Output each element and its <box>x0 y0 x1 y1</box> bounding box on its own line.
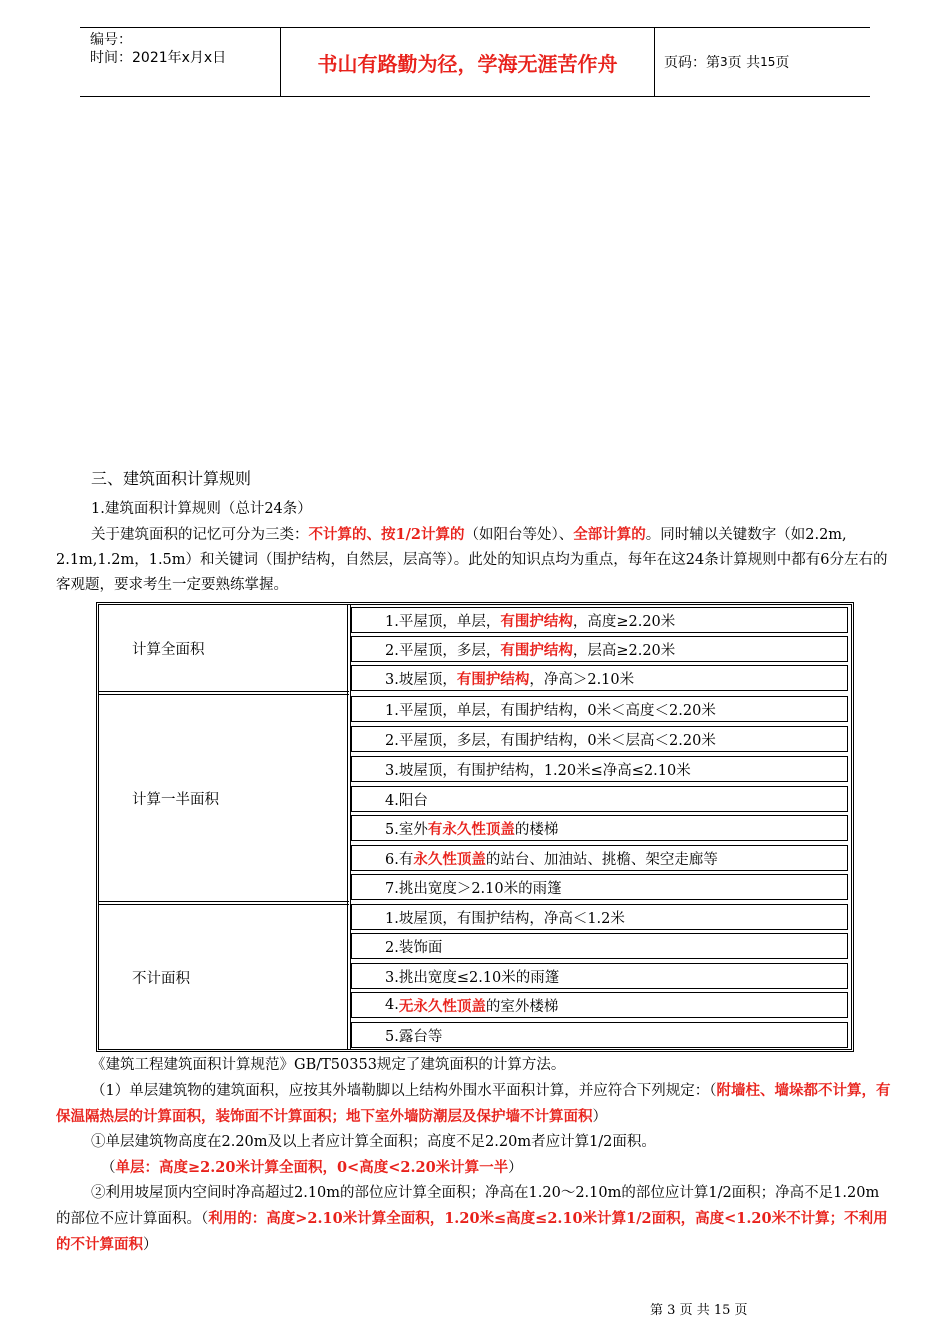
paragraph-text: ②利用坡屋顶内空间时净高超过2.10m的部位应计算全面积；净高在1.20～2.10m的部位应计算1/2面积；净高不足1.20m的部位不应计算面积。（ <box>56 1185 880 1227</box>
row-text: 的室外楼梯 <box>485 998 559 1015</box>
paragraph-text: ） <box>508 1160 523 1176</box>
paragraph-highlight: 附墙柱、墙垛都不计算，有保温隔热层的计算面积，装饰面不计算面积；地下室外墙防潮层及保护墙不计算面积 <box>56 1082 891 1125</box>
paragraph-text: （1）单层建筑物的建筑面积，应按其外墙勒脚以上结构外围水平面积计算，并应符合下列规定：（ <box>91 1083 717 1099</box>
table-row <box>351 992 848 1018</box>
row-text: 3.坡屋顶，有围护结构，1.20米≤净高≤2.10米 <box>385 762 691 779</box>
table-row <box>351 963 848 989</box>
table-row <box>351 607 848 633</box>
table-row <box>351 665 848 691</box>
footer-text: 页 共 <box>679 1303 710 1318</box>
table-row <box>351 756 848 782</box>
row-text: 的楼梯 <box>514 821 559 838</box>
footer-page-number: 3 <box>667 1303 676 1318</box>
paragraph-text: ） <box>143 1237 158 1253</box>
intro-highlight-2: 全部计算的 <box>573 526 646 543</box>
row-text: 2.平屋顶，多层， <box>385 642 501 659</box>
page-header <box>80 27 870 97</box>
row-text: 4.阳台 <box>385 792 428 809</box>
row-text: 5.室外 <box>385 821 428 838</box>
intro-text-2: （如阳台等处）、 <box>464 527 574 543</box>
category-full-area: 计算全面积 <box>132 641 205 658</box>
row-highlight: 有围护结构 <box>500 612 573 630</box>
table-row <box>351 726 848 752</box>
category-half-area: 计算一半面积 <box>132 791 219 808</box>
row-text: ，高度≥2.20米 <box>572 613 676 630</box>
area-rules-table <box>96 602 854 1052</box>
page-total: 15 <box>760 55 776 69</box>
row-text: 5.露台等 <box>385 1028 443 1045</box>
header-motto: 书山有路勤为径，学海无涯苦作舟 <box>281 28 655 96</box>
paragraph-highlight: 单层：高度≥2.20米计算全面积，0<高度<2.20米计算一半 <box>115 1159 509 1176</box>
paragraph-rule-1: ①单层建筑物高度在2.20m及以上者应计算全面积；高度不足2.20m者应计算1/2面积。 <box>91 1134 656 1150</box>
paragraph-single-storey <box>56 1078 892 1130</box>
footer-page-total: 15 <box>713 1303 731 1318</box>
row-text: 6.有 <box>385 851 414 868</box>
row-text: 1.平屋顶，单层， <box>385 613 501 630</box>
paragraph-rule-2 <box>56 1181 892 1258</box>
footer-text: 页 <box>734 1303 748 1318</box>
footer-text: 第 <box>650 1303 664 1318</box>
table-row <box>351 815 848 841</box>
page-mid: 页 共 <box>727 55 761 71</box>
table-row <box>351 933 848 959</box>
table-row <box>351 786 848 812</box>
section-content <box>56 466 892 598</box>
row-text: 的站台、加油站、挑檐、架空走廊等 <box>485 851 718 868</box>
row-highlight: 有围护结构 <box>500 641 573 659</box>
row-text: 4. <box>385 997 399 1013</box>
row-highlight: 无永久性顶盖 <box>398 997 486 1015</box>
intro-paragraph <box>56 522 892 598</box>
row-highlight: 永久性顶盖 <box>413 850 486 868</box>
header-meta <box>80 28 281 96</box>
table-row <box>351 636 848 662</box>
page-prefix: 页码：第 <box>664 55 720 71</box>
row-text: 1.坡屋顶，有围护结构，净高＜1.2米 <box>385 910 625 927</box>
page-footer <box>650 1299 748 1318</box>
row-highlight: 有围护结构 <box>456 670 530 688</box>
table-row <box>351 845 848 871</box>
section-title: 三、建筑面积计算规则 <box>91 469 252 488</box>
table-row <box>351 874 848 900</box>
intro-highlight-1: 不计算的、按1/2计算的 <box>308 526 465 543</box>
intro-text-1: 关于建筑面积的记忆可分为三类： <box>91 527 309 543</box>
table-row <box>351 1022 848 1048</box>
row-text: 2.平屋顶，多层，有围护结构，0米＜层高＜2.20米 <box>385 732 716 749</box>
paragraph-text: ） <box>592 1109 607 1125</box>
paragraph-highlight: 利用的：高度>2.10米计算全面积，1.20米≤高度≤2.10米计算1/2面积，高度<1.20米不计算；不利用的不计算面积 <box>56 1210 888 1253</box>
paragraph-text: （ <box>101 1160 116 1176</box>
page-number: 3 <box>720 55 728 69</box>
section-subtitle: 1.建筑面积计算规则（总计24条） <box>91 501 312 517</box>
row-text: 1.平屋顶，单层，有围护结构，0米＜高度＜2.20米 <box>385 702 716 719</box>
category-no-area: 不计面积 <box>132 970 190 987</box>
row-text: 7.挑出宽度＞2.10米的雨篷 <box>385 880 562 897</box>
row-text: ，层高≥2.20米 <box>572 642 676 659</box>
header-page-info <box>655 28 870 96</box>
intro-text-3: 。同时辅以关键数字（如2.2m, 2.1m,1.2m，1.5m）和关键词（围护结构，自然层，层高等）。此处的知识点均为重点，每年在这24条计算规则中都有6分左右的客观题，要求考生一定要熟练掌握。 <box>56 527 888 593</box>
document-number: 编号： <box>90 32 132 48</box>
document-time: 时间：2021年x月x日 <box>90 50 227 66</box>
row-highlight: 有永久性顶盖 <box>427 820 515 838</box>
row-text: 3.坡屋顶， <box>385 671 457 688</box>
page-suffix: 页 <box>775 55 790 71</box>
paragraph-rule-1-note <box>56 1155 892 1181</box>
row-text: 2.装饰面 <box>385 939 443 956</box>
body-text <box>56 1053 892 1258</box>
row-text: 3.挑出宽度≤2.10米的雨篷 <box>385 969 560 986</box>
row-text: ，净高＞2.10米 <box>529 671 635 688</box>
paragraph-spec: 《建筑工程建筑面积计算规范》GB/T50353规定了建筑面积的计算方法。 <box>91 1057 566 1073</box>
table-row <box>351 696 848 722</box>
table-row <box>351 904 848 930</box>
